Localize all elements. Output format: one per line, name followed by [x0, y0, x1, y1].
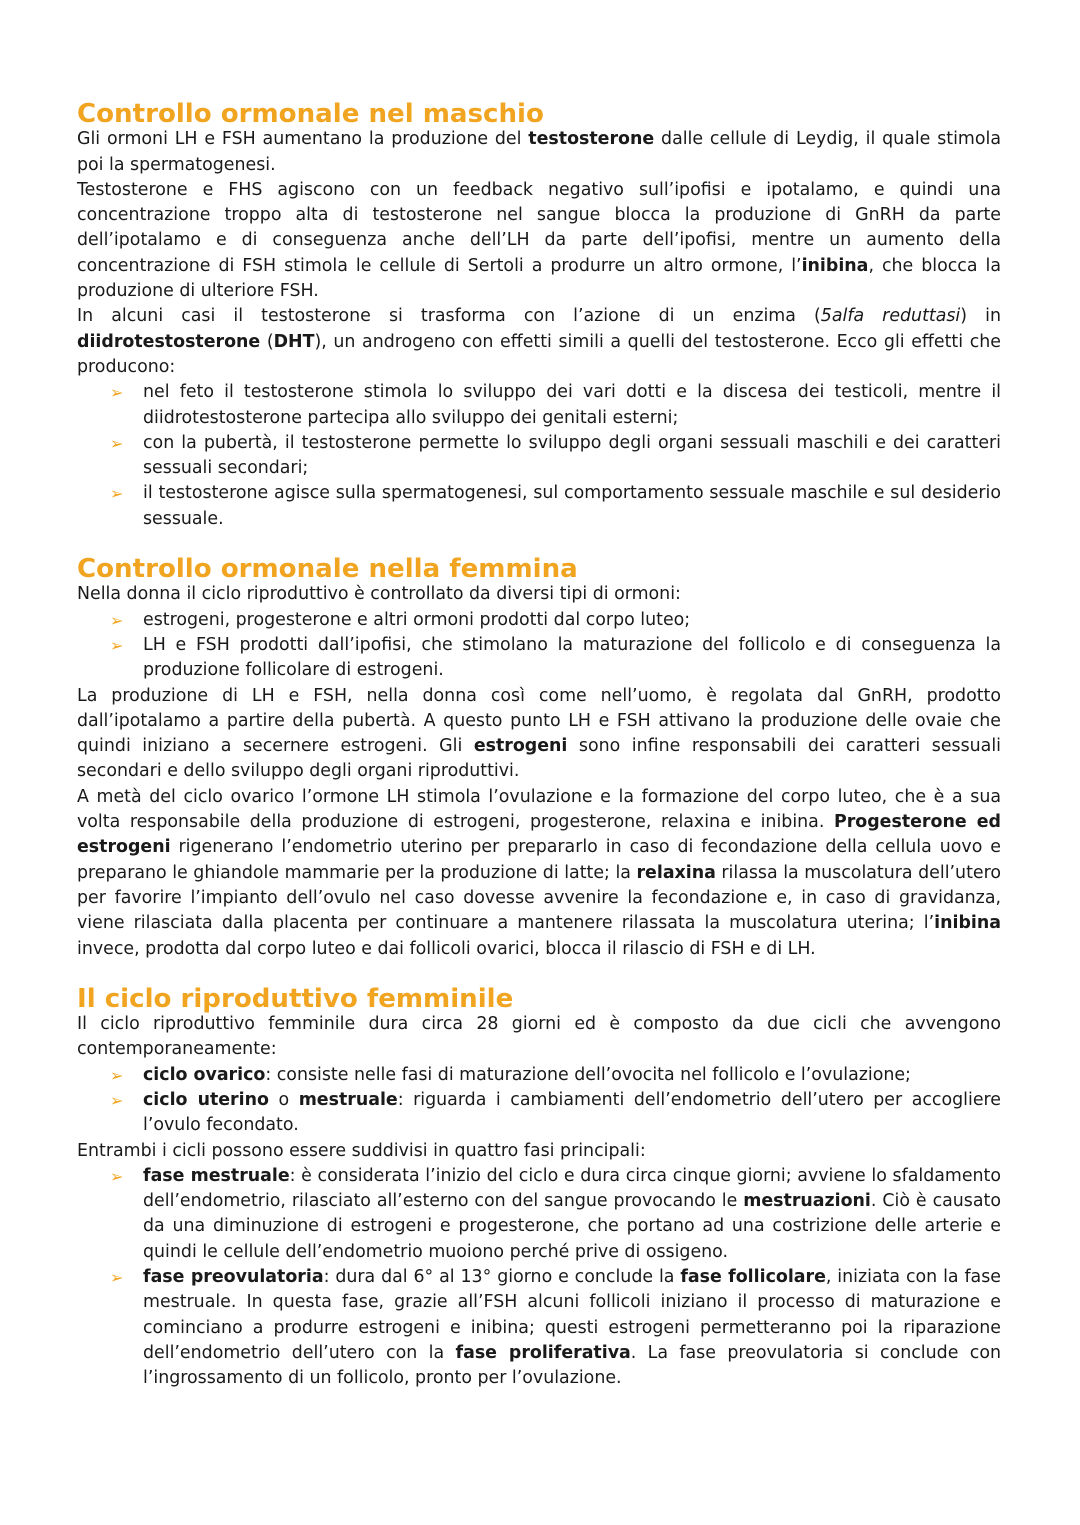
bold-term: ciclo ovarico — [143, 1064, 266, 1085]
bullet-list — [77, 380, 1001, 532]
bold-term: fase follicolare — [680, 1267, 826, 1288]
list-item — [77, 380, 1001, 431]
section-title-ciclo: Il ciclo riproduttivo femminile — [77, 983, 514, 1014]
arrow-bullet-icon: ➢ — [110, 635, 124, 655]
paragraph — [77, 684, 1001, 785]
text: dalle cellule di Leydig, il quale stimola poi la spermatogenesi. — [77, 129, 1002, 175]
arrow-bullet-icon: ➢ — [110, 433, 124, 453]
text: La produzione di LH e FSH, nella donna così come nell’uomo, è regolata dal GnRH, prodotto dall’ipotalamo a partire della pubertà. A questo punto LH e FSH attivano la produzione delle ovaie che quindi iniziano a secernere estrogeni. Gli — [77, 685, 1001, 757]
text: Gli ormoni LH e FSH aumentano la produzione del — [77, 129, 529, 150]
text: rilassa la muscolatura dell’utero per favorire l’impianto dell’ovulo nel caso dovesse avvenire la fecondazione e, in caso di gravidanza, viene rilasciata dalla placenta per continuare a mantenere rilassata la muscolatura uterina; l’ — [77, 862, 1002, 934]
arrow-bullet-icon: ➢ — [110, 610, 124, 630]
bold-term: estrogeni — [473, 736, 568, 757]
document-page — [77, 99, 1002, 1392]
paragraph — [77, 304, 1001, 380]
bullet-list — [77, 1164, 1001, 1392]
list-item — [77, 1265, 1001, 1391]
text: o — [268, 1089, 299, 1110]
bullet-list — [77, 1063, 1001, 1139]
list-item — [77, 1164, 1001, 1265]
text: sono infine responsabili dei caratteri sessuali secondari e dello sviluppo degli organi riproduttivi. — [77, 736, 1001, 782]
list-item — [77, 431, 1001, 482]
text: In alcuni casi il testosterone si trasforma con l’azione di un enzima ( — [77, 306, 821, 327]
text: ) in — [960, 306, 1001, 327]
text: ( — [260, 331, 274, 352]
bold-term: ciclo uterino — [143, 1089, 269, 1110]
arrow-bullet-icon: ➢ — [110, 1166, 124, 1186]
paragraph — [77, 785, 1001, 962]
text: ), un androgeno con effetti simili a quelli del testosterone. Ecco gli effetti che producono: — [77, 331, 1001, 377]
text: invece, prodotta dal corpo luteo e dai follicoli ovarici, blocca il rilascio di FSH e di LH. — [77, 938, 816, 959]
section-title-maschio: Controllo ormonale nel maschio — [77, 99, 544, 129]
bold-term: fase preovulatoria — [143, 1267, 324, 1288]
bold-term: diidrotestosterone — [77, 331, 261, 352]
text: , che blocca la produzione di ulteriore FSH. — [77, 255, 1001, 302]
text: : riguarda i cambiamenti dell’endometrio dell’utero per accogliere l’ovulo fecondato. — [143, 1089, 1001, 1136]
text: rigenerano l’endometrio uterino per prepararlo in caso di fecondazione della cellula uovo e preparano le ghiandole mammarie per la produzione di latte; la — [77, 837, 1001, 883]
bold-term: mestruale — [298, 1089, 398, 1110]
list-item — [77, 1063, 1001, 1088]
bold-term: DHT — [273, 331, 315, 352]
paragraph — [77, 178, 1001, 304]
text: . La fase preovulatoria si conclude con l’ingrossamento di un follicolo, pronto per l’ovulazione. — [143, 1342, 1001, 1389]
text: il testosterone agisce sulla spermatogenesi, sul comportamento sessuale maschile e sul desiderio sessuale. — [143, 483, 1001, 529]
bold-term: fase mestruale — [143, 1165, 290, 1186]
bold-term: relaxina — [636, 862, 716, 883]
bold-term: mestruazioni — [743, 1191, 871, 1212]
paragraph — [77, 127, 1001, 178]
paragraph: Nella donna il ciclo riproduttivo è controllato da diversi tipi di ormoni: — [77, 584, 681, 605]
paragraph: Il ciclo riproduttivo femminile dura circa 28 giorni ed è composto da due cicli che avvengono contemporaneamente: — [77, 1014, 1001, 1060]
bold-term: inibina — [801, 255, 869, 276]
list-item — [77, 633, 1001, 684]
list-item — [77, 608, 1001, 633]
text: con la pubertà, il testosterone permette lo sviluppo degli organi sessuali maschili e dei caratteri sessuali secondari; — [143, 432, 1001, 479]
bold-term: testosterone — [528, 129, 655, 150]
bullet-list — [77, 608, 1001, 684]
italic-term: 5alfa reduttasi — [820, 306, 961, 327]
text: nel feto il testosterone stimola lo sviluppo dei vari dotti e la discesa dei testicoli, mentre il diidrotestosterone partecipa allo sviluppo dei genitali esterni; — [143, 382, 1001, 428]
bold-term: inibina — [934, 913, 1001, 934]
text: A metà del ciclo ovarico l’ormone LH stimola l’ovulazione e la formazione del corpo luteo, che è a sua volta responsabile della produzione di estrogeni, progesterone, relaxina e inibina. — [77, 786, 1001, 833]
text: . Ciò è causato da una diminuzione di estrogeni e progesterone, che portano ad una costrizione delle arterie e quindi le cellule dell’endometrio muoiono perché prive di ossigeno. — [143, 1191, 1001, 1262]
text: LH e FSH prodotti dall’ipofisi, che stimolano la maturazione del follicolo e di conseguenza la produzione follicolare di estrogeni. — [143, 634, 1001, 681]
section-title-femmina: Controllo ormonale nella femmina — [77, 554, 578, 585]
bold-term: fase proliferativa — [455, 1342, 631, 1363]
text: Testosterone e FHS agiscono con un feedback negativo sull’ipofisi e ipotalamo, e quindi una concentrazione troppo alta di testosterone nel sangue blocca la produzione di GnRH da parte dell’ipotalamo e di conseguenza anche dell’LH da parte dell’ipofisi, mentre un aumento della concentrazione di FSH stimola le cellule di Sertoli a produrre un altro ormone, l’ — [77, 179, 1001, 276]
list-item — [77, 1088, 1001, 1139]
text: , iniziata con la fase mestruale. In questa fase, grazie all’FSH alcuni follicoli iniziano il processo di maturazione e cominciano a produrre estrogeni e inibina; questi estrogeni permetteranno poi la riparazione dell’endometrio dell’utero con la — [143, 1267, 1001, 1363]
bold-term: Progesterone ed estrogeni — [77, 812, 1001, 858]
arrow-bullet-icon: ➢ — [110, 1065, 124, 1085]
list-item — [77, 481, 1001, 532]
text: estrogeni, progesterone e altri ormoni prodotti dal corpo luteo; — [143, 609, 691, 630]
text: : dura dal 6° al 13° giorno e conclude la — [323, 1267, 681, 1288]
paragraph: Entrambi i cicli possono essere suddivisi in quattro fasi principali: — [77, 1140, 646, 1161]
arrow-bullet-icon: ➢ — [110, 383, 124, 403]
arrow-bullet-icon: ➢ — [110, 1090, 124, 1110]
text: : consiste nelle fasi di maturazione dell’ovocita nel follicolo e l’ovulazione; — [265, 1064, 911, 1085]
text: : è considerata l’inizio del ciclo e dura circa cinque giorni; avviene lo sfaldamento dell’endometrio, rilasciato all’esterno con del sangue provocando le — [143, 1165, 1002, 1212]
arrow-bullet-icon: ➢ — [110, 484, 124, 504]
arrow-bullet-icon: ➢ — [110, 1268, 124, 1288]
